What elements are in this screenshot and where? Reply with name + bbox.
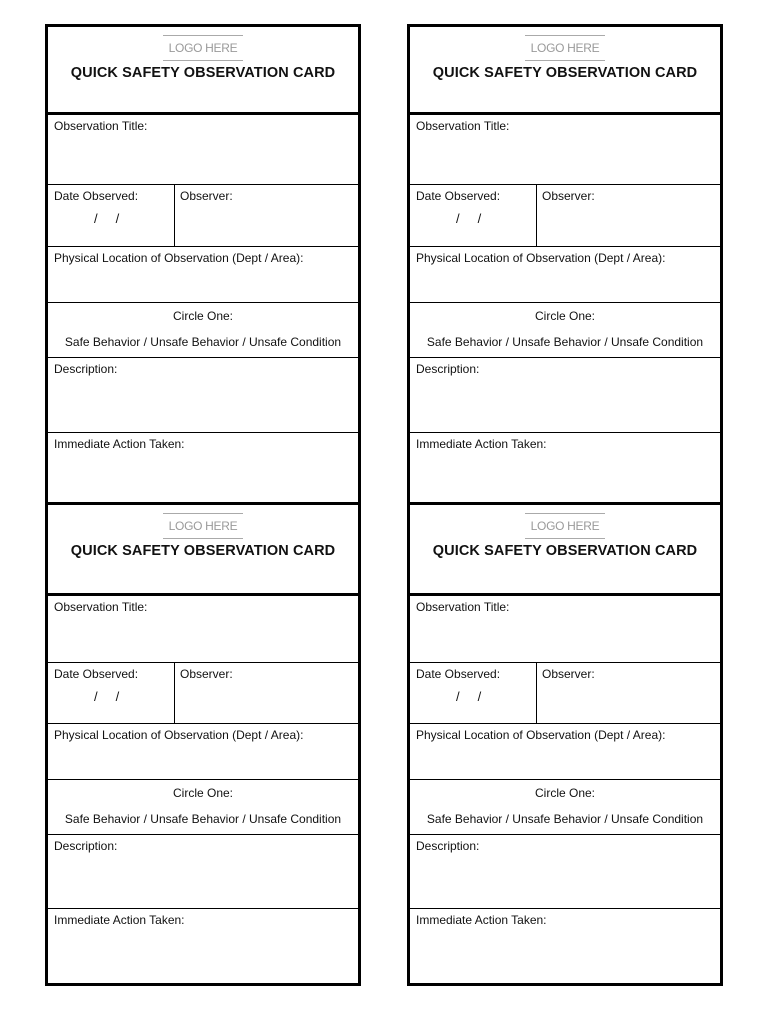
observation-title-field[interactable]: [48, 593, 358, 662]
observer-label: Observer:: [180, 667, 233, 681]
date-observed-field[interactable]: / /: [94, 689, 120, 704]
immediate-action-field[interactable]: [48, 432, 358, 502]
date-observed-field[interactable]: / /: [456, 211, 482, 226]
circle-one-options[interactable]: Safe Behavior / Unsafe Behavior / Unsafe Condition: [64, 812, 342, 826]
date-observed-label: Date Observed:: [54, 667, 139, 681]
card-title: QUICK SAFETY OBSERVATION CARD: [70, 65, 336, 81]
immediate-action-field[interactable]: [48, 908, 358, 983]
observer-label: Observer:: [542, 189, 595, 203]
immediate-action-label: Immediate Action Taken:: [416, 913, 547, 927]
column-divider: [536, 663, 537, 723]
observation-title-label: Observation Title:: [54, 119, 148, 133]
circle-one-row: [48, 779, 358, 834]
description-field[interactable]: [410, 357, 720, 432]
column-divider: [174, 663, 175, 723]
circle-one-label: Circle One:: [534, 309, 596, 323]
circle-one-options[interactable]: Safe Behavior / Unsafe Behavior / Unsafe Condition: [426, 335, 704, 349]
date-observed-label: Date Observed:: [54, 189, 139, 203]
location-label: Physical Location of Observation (Dept / Area):: [54, 728, 304, 742]
card-column-left: [45, 24, 361, 986]
description-field[interactable]: [48, 357, 358, 432]
location-label: Physical Location of Observation (Dept / Area):: [416, 728, 666, 742]
location-label: Physical Location of Observation (Dept / Area):: [416, 251, 666, 265]
description-label: Description:: [416, 362, 480, 376]
card-column-right: [407, 24, 723, 986]
date-observer-row: [410, 662, 720, 723]
card-title: QUICK SAFETY OBSERVATION CARD: [432, 65, 698, 81]
location-label: Physical Location of Observation (Dept / Area):: [54, 251, 304, 265]
date-observer-row: [48, 662, 358, 723]
observation-title-field[interactable]: [48, 112, 358, 184]
description-label: Description:: [416, 839, 480, 853]
immediate-action-label: Immediate Action Taken:: [54, 913, 185, 927]
date-observed-label: Date Observed:: [416, 189, 501, 203]
observation-title-label: Observation Title:: [54, 600, 148, 614]
card-header: [410, 505, 720, 593]
logo-placeholder: LOGO HERE: [525, 35, 605, 61]
circle-one-row: [48, 302, 358, 357]
immediate-action-field[interactable]: [410, 432, 720, 502]
location-field[interactable]: [48, 723, 358, 779]
card-title: QUICK SAFETY OBSERVATION CARD: [432, 543, 698, 559]
location-field[interactable]: [410, 246, 720, 302]
observation-card-top-right: [407, 24, 723, 502]
description-field[interactable]: [410, 834, 720, 908]
date-observer-row: [410, 184, 720, 246]
date-observed-field[interactable]: / /: [456, 689, 482, 704]
observation-card-bottom-left: [45, 502, 361, 986]
observer-label: Observer:: [542, 667, 595, 681]
date-observed-field[interactable]: / /: [94, 211, 120, 226]
circle-one-label: Circle One:: [172, 309, 234, 323]
immediate-action-field[interactable]: [410, 908, 720, 983]
description-label: Description:: [54, 839, 118, 853]
logo-placeholder: LOGO HERE: [525, 513, 605, 539]
location-field[interactable]: [48, 246, 358, 302]
circle-one-row: [410, 302, 720, 357]
circle-one-options[interactable]: Safe Behavior / Unsafe Behavior / Unsafe Condition: [64, 335, 342, 349]
card-header: [410, 27, 720, 115]
circle-one-row: [410, 779, 720, 834]
card-title: QUICK SAFETY OBSERVATION CARD: [70, 543, 336, 559]
observation-title-label: Observation Title:: [416, 600, 510, 614]
date-observer-row: [48, 184, 358, 246]
card-header: [48, 27, 358, 115]
logo-placeholder: LOGO HERE: [163, 35, 243, 61]
observation-title-label: Observation Title:: [416, 119, 510, 133]
circle-one-label: Circle One:: [534, 786, 596, 800]
logo-placeholder: LOGO HERE: [163, 513, 243, 539]
location-field[interactable]: [410, 723, 720, 779]
column-divider: [536, 185, 537, 246]
circle-one-options[interactable]: Safe Behavior / Unsafe Behavior / Unsafe Condition: [426, 812, 704, 826]
description-label: Description:: [54, 362, 118, 376]
immediate-action-label: Immediate Action Taken:: [416, 437, 547, 451]
observation-card-top-left: [45, 24, 361, 502]
column-divider: [174, 185, 175, 246]
card-header: [48, 505, 358, 593]
observation-title-field[interactable]: [410, 112, 720, 184]
date-observed-label: Date Observed:: [416, 667, 501, 681]
immediate-action-label: Immediate Action Taken:: [54, 437, 185, 451]
observation-title-field[interactable]: [410, 593, 720, 662]
description-field[interactable]: [48, 834, 358, 908]
observation-card-bottom-right: [407, 502, 723, 986]
circle-one-label: Circle One:: [172, 786, 234, 800]
observer-label: Observer:: [180, 189, 233, 203]
